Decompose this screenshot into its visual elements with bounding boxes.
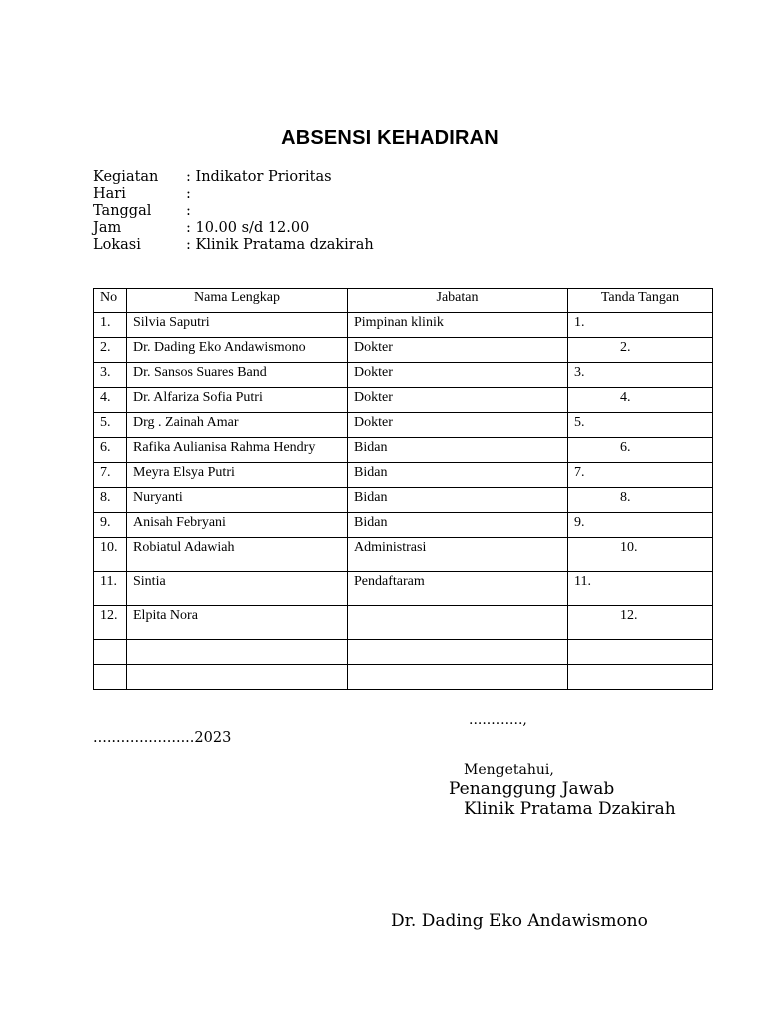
info-label: Jam [93,220,122,236]
cell-role [348,640,568,665]
cell-name: Drg . Zainah Amar [127,413,348,438]
cell-name: Robiatul Adawiah [127,538,348,572]
table-row [94,313,713,338]
table-row [94,438,713,463]
info-row-tanggal [93,203,374,220]
cell-no: 4. [94,388,127,413]
cell-role: Bidan [348,463,568,488]
cell-signature: 11. [568,572,713,606]
cell-signature: 8. [568,488,713,513]
cell-no [94,640,127,665]
cell-name: Meyra Elsya Putri [127,463,348,488]
cell-signature: 5. [568,413,713,438]
info-value: : [186,203,191,219]
cell-signature [568,640,713,665]
cell-name: Silvia Saputri [127,313,348,338]
table-row [94,606,713,640]
cell-signature: 9. [568,513,713,538]
table-row [94,640,713,665]
cell-role: Dokter [348,388,568,413]
cell-signature: 1. [568,313,713,338]
table-row [94,513,713,538]
cell-signature: 12. [568,606,713,640]
cell-role: Bidan [348,513,568,538]
info-value: : [186,186,191,202]
signer-name: Dr. Dading Eko Andawismono [391,911,648,931]
table-row [94,413,713,438]
table-row [94,488,713,513]
cell-no: 11. [94,572,127,606]
cell-name: Anisah Febryani [127,513,348,538]
cell-signature: 6. [568,438,713,463]
info-row-hari [93,186,374,203]
info-value: : Indikator Prioritas [186,169,332,185]
table-row [94,363,713,388]
table-header-row [94,289,713,313]
info-label: Kegiatan [93,169,159,185]
cell-name: Elpita Nora [127,606,348,640]
cell-no: 3. [94,363,127,388]
cell-no: 10. [94,538,127,572]
date-line: ......................2023 [93,730,232,746]
cell-signature: 2. [568,338,713,363]
header-name: Nama Lengkap [127,289,348,313]
header-no: No [94,289,127,313]
table-row [94,338,713,363]
ack-penanggung-jawab: Penanggung Jawab [449,779,615,799]
cell-name [127,665,348,690]
table-row [94,538,713,572]
info-label: Tanggal [93,203,152,219]
cell-no: 7. [94,463,127,488]
cell-role: Pimpinan klinik [348,313,568,338]
cell-role [348,606,568,640]
cell-no [94,665,127,690]
cell-role: Bidan [348,488,568,513]
cell-role: Pendaftaram [348,572,568,606]
cell-name: Dr. Alfariza Sofia Putri [127,388,348,413]
info-value: : Klinik Pratama dzakirah [186,237,374,253]
cell-name: Nuryanti [127,488,348,513]
info-row-kegiatan [93,169,374,186]
table-row [94,572,713,606]
cell-name [127,640,348,665]
cell-no: 6. [94,438,127,463]
table-row [94,665,713,690]
cell-signature: 4. [568,388,713,413]
cell-role: Dokter [348,363,568,388]
table-body [94,313,713,690]
cell-role: Bidan [348,438,568,463]
document-title: ABSENSI KEHADIRAN [281,127,499,149]
cell-role: Dokter [348,338,568,363]
ack-mengetahui: Mengetahui, [464,762,554,778]
table-row [94,463,713,488]
cell-no: 2. [94,338,127,363]
header-signature: Tanda Tangan [568,289,713,313]
cell-role: Dokter [348,413,568,438]
place-dots: ............, [469,712,527,728]
table-row [94,388,713,413]
info-value: : 10.00 s/d 12.00 [186,220,310,236]
info-label: Hari [93,186,126,202]
info-label: Lokasi [93,237,141,253]
cell-no: 5. [94,413,127,438]
cell-signature: 10. [568,538,713,572]
cell-name: Rafika Aulianisa Rahma Hendry [127,438,348,463]
cell-no: 8. [94,488,127,513]
cell-no: 9. [94,513,127,538]
cell-signature: 7. [568,463,713,488]
cell-role: Administrasi [348,538,568,572]
cell-name: Dr. Sansos Suares Band [127,363,348,388]
cell-no: 1. [94,313,127,338]
attendance-table [93,288,713,690]
cell-no: 12. [94,606,127,640]
info-block [93,169,374,254]
ack-clinic-name: Klinik Pratama Dzakirah [464,799,676,819]
info-row-jam [93,220,374,237]
header-role: Jabatan [348,289,568,313]
cell-role [348,665,568,690]
cell-name: Sintia [127,572,348,606]
info-row-lokasi [93,237,374,254]
cell-signature: 3. [568,363,713,388]
cell-signature [568,665,713,690]
cell-name: Dr. Dading Eko Andawismono [127,338,348,363]
